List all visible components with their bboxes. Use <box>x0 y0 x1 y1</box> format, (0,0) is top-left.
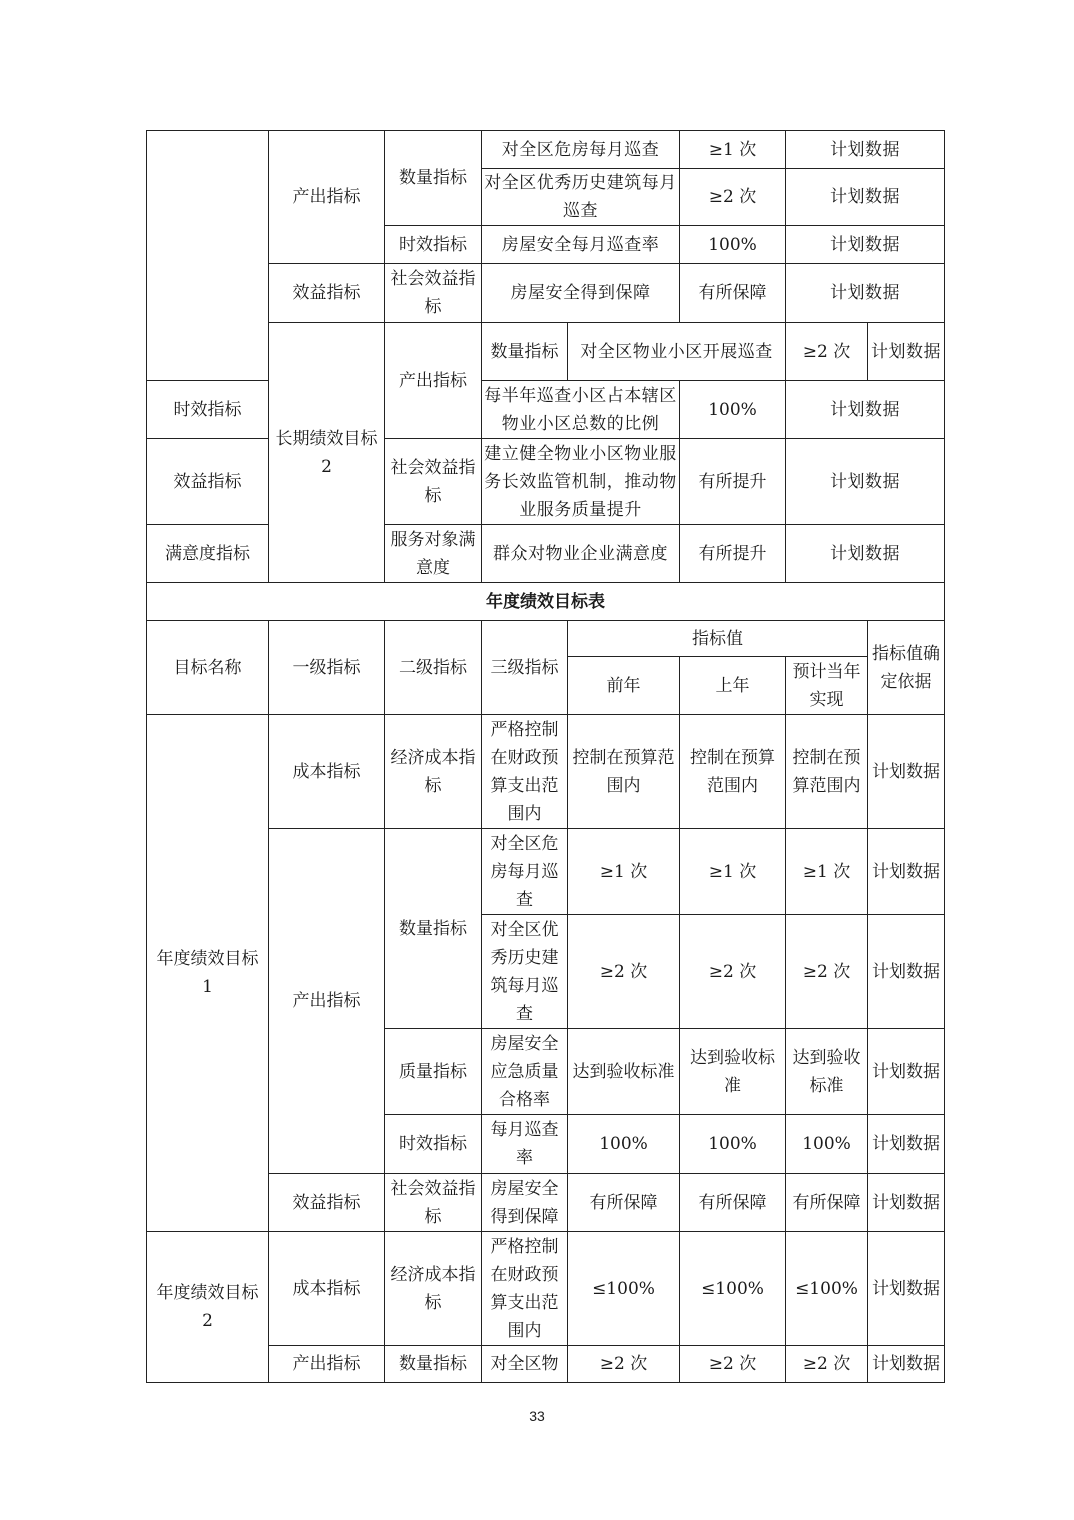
long-g2-r3-basis: 计划数据 <box>786 439 945 525</box>
annual-g1-r6-name: 房屋安全得到保障 <box>482 1174 568 1232</box>
annual-g1-r5-prev: 100% <box>568 1115 680 1174</box>
annual-g1-r6-prev: 有所保障 <box>568 1174 680 1232</box>
long-g2-r1-value: ≥2 次 <box>786 323 868 381</box>
long-g2-r1-name: 对全区物业小区开展巡查 <box>568 323 786 381</box>
long-g1-r3-basis: 计划数据 <box>786 226 945 264</box>
long-goal-2-name: 长期绩效目标 2 <box>269 323 385 583</box>
header-level2: 二级指标 <box>385 621 482 715</box>
annual-g1-social-label: 社会效益指标 <box>385 1174 482 1232</box>
annual-g1-r1-current: 控制在预算范围内 <box>786 715 868 829</box>
annual-g2-r1-name: 严格控制在财政预算支出范围内 <box>482 1232 568 1346</box>
annual-g1-r4-prev: 达到验收标准 <box>568 1029 680 1115</box>
annual-g1-r3-basis: 计划数据 <box>868 915 945 1029</box>
annual-g1-r2-name: 对全区危房每月巡查 <box>482 829 568 915</box>
page-number: 33 <box>529 1408 545 1424</box>
annual-g1-r2-prev: ≥1 次 <box>568 829 680 915</box>
long-g2-benefit-label: 效益指标 <box>147 439 269 525</box>
header-level3: 三级指标 <box>482 621 568 715</box>
annual-g2-r2-last: ≥2 次 <box>680 1346 786 1383</box>
annual-g1-r2-current: ≥1 次 <box>786 829 868 915</box>
header-value: 指标值 <box>568 621 868 657</box>
long-g2-qty-label: 数量指标 <box>482 323 568 381</box>
annual-g1-r2-basis: 计划数据 <box>868 829 945 915</box>
long-g1-r2-basis: 计划数据 <box>786 169 945 226</box>
annual-g1-r6-basis: 计划数据 <box>868 1174 945 1232</box>
annual-g1-r6-last: 有所保障 <box>680 1174 786 1232</box>
annual-g1-r1-prev: 控制在预算范围内 <box>568 715 680 829</box>
long-goal-1-name <box>147 131 269 381</box>
annual-g1-output-label: 产出指标 <box>269 829 385 1174</box>
long-g1-social-label: 社会效益指标 <box>385 264 482 323</box>
header-last-year: 上年 <box>680 657 786 715</box>
performance-goals-table <box>146 130 945 1383</box>
long-g1-r1-value: ≥1 次 <box>680 131 786 169</box>
long-g2-time-label: 时效指标 <box>147 381 269 439</box>
long-g1-qty-label: 数量指标 <box>385 131 482 226</box>
long-g2-social-label: 社会效益指标 <box>385 439 482 525</box>
annual-g2-r1-prev: ≤100% <box>568 1232 680 1346</box>
header-level1: 一级指标 <box>269 621 385 715</box>
long-g1-r4-value: 有所保障 <box>680 264 786 323</box>
annual-g1-r1-name: 严格控制在财政预算支出范围内 <box>482 715 568 829</box>
annual-g1-r2-last: ≥1 次 <box>680 829 786 915</box>
long-g1-time-label: 时效指标 <box>385 226 482 264</box>
annual-g1-r6-current: 有所保障 <box>786 1174 868 1232</box>
long-g2-r2-value: 100% <box>680 381 786 439</box>
long-g1-r2-name: 对全区优秀历史建筑每月巡查 <box>482 169 680 226</box>
long-g2-r4-basis: 计划数据 <box>786 525 945 583</box>
long-g2-r2-basis: 计划数据 <box>786 381 945 439</box>
long-g1-r1-name: 对全区危房每月巡查 <box>482 131 680 169</box>
annual-goal-2-name: 年度绩效目标 2 <box>147 1232 269 1383</box>
long-g2-r1-basis: 计划数据 <box>868 323 945 381</box>
annual-g1-quality-label: 质量指标 <box>385 1029 482 1115</box>
annual-g2-r2-name: 对全区物 <box>482 1346 568 1383</box>
annual-g2-output-label: 产出指标 <box>269 1346 385 1383</box>
annual-g1-qty-label: 数量指标 <box>385 829 482 1029</box>
annual-g1-time-label: 时效指标 <box>385 1115 482 1174</box>
long-g1-output-label: 产出指标 <box>269 131 385 264</box>
annual-goal-1-name: 年度绩效目标 1 <box>147 715 269 1232</box>
long-g1-r4-name: 房屋安全得到保障 <box>482 264 680 323</box>
annual-table-title: 年度绩效目标表 <box>147 583 945 621</box>
annual-g1-r4-current: 达到验收标准 <box>786 1029 868 1115</box>
annual-g1-r5-name: 每月巡查率 <box>482 1115 568 1174</box>
annual-g1-econ-label: 经济成本指标 <box>385 715 482 829</box>
annual-g2-r2-prev: ≥2 次 <box>568 1346 680 1383</box>
annual-g2-r1-current: ≤100% <box>786 1232 868 1346</box>
annual-g1-cost-label: 成本指标 <box>269 715 385 829</box>
annual-g1-r4-basis: 计划数据 <box>868 1029 945 1115</box>
annual-g1-r3-prev: ≥2 次 <box>568 915 680 1029</box>
long-g1-r2-value: ≥2 次 <box>680 169 786 226</box>
annual-g2-r1-last: ≤100% <box>680 1232 786 1346</box>
long-g2-r3-name: 建立健全物业小区物业服务长效监管机制，推动物业服务质量提升 <box>482 439 680 525</box>
annual-g1-r5-basis: 计划数据 <box>868 1115 945 1174</box>
annual-g1-r3-current: ≥2 次 <box>786 915 868 1029</box>
header-prev-year: 前年 <box>568 657 680 715</box>
annual-g1-r1-last: 控制在预算范围内 <box>680 715 786 829</box>
annual-g2-qty-label: 数量指标 <box>385 1346 482 1383</box>
annual-g2-cost-label: 成本指标 <box>269 1232 385 1346</box>
long-g1-r3-value: 100% <box>680 226 786 264</box>
header-basis: 指标值确定依据 <box>868 621 945 715</box>
long-g2-r2-name: 每半年巡查小区占本辖区物业小区总数的比例 <box>482 381 680 439</box>
annual-g2-r2-current: ≥2 次 <box>786 1346 868 1383</box>
annual-g1-r5-last: 100% <box>680 1115 786 1174</box>
long-g2-r4-value: 有所提升 <box>680 525 786 583</box>
long-g1-r3-name: 房屋安全每月巡查率 <box>482 226 680 264</box>
long-g1-r1-basis: 计划数据 <box>786 131 945 169</box>
long-g2-output-label: 产出指标 <box>385 323 482 439</box>
annual-g1-r1-basis: 计划数据 <box>868 715 945 829</box>
long-g2-service-label: 服务对象满意度 <box>385 525 482 583</box>
long-g2-r4-name: 群众对物业企业满意度 <box>482 525 680 583</box>
annual-g1-benefit-label: 效益指标 <box>269 1174 385 1232</box>
long-g2-r3-value: 有所提升 <box>680 439 786 525</box>
annual-g1-r5-current: 100% <box>786 1115 868 1174</box>
long-g2-satisfaction-label: 满意度指标 <box>147 525 269 583</box>
long-g1-benefit-label: 效益指标 <box>269 264 385 323</box>
annual-g2-r1-basis: 计划数据 <box>868 1232 945 1346</box>
annual-g1-r4-last: 达到验收标准 <box>680 1029 786 1115</box>
annual-g2-econ-label: 经济成本指标 <box>385 1232 482 1346</box>
annual-g1-r3-name: 对全区优秀历史建筑每月巡查 <box>482 915 568 1029</box>
annual-g1-r3-last: ≥2 次 <box>680 915 786 1029</box>
annual-g2-r2-basis: 计划数据 <box>868 1346 945 1383</box>
header-current-year: 预计当年实现 <box>786 657 868 715</box>
long-g1-r4-basis: 计划数据 <box>786 264 945 323</box>
annual-g1-r4-name: 房屋安全应急质量合格率 <box>482 1029 568 1115</box>
header-goal-name: 目标名称 <box>147 621 269 715</box>
